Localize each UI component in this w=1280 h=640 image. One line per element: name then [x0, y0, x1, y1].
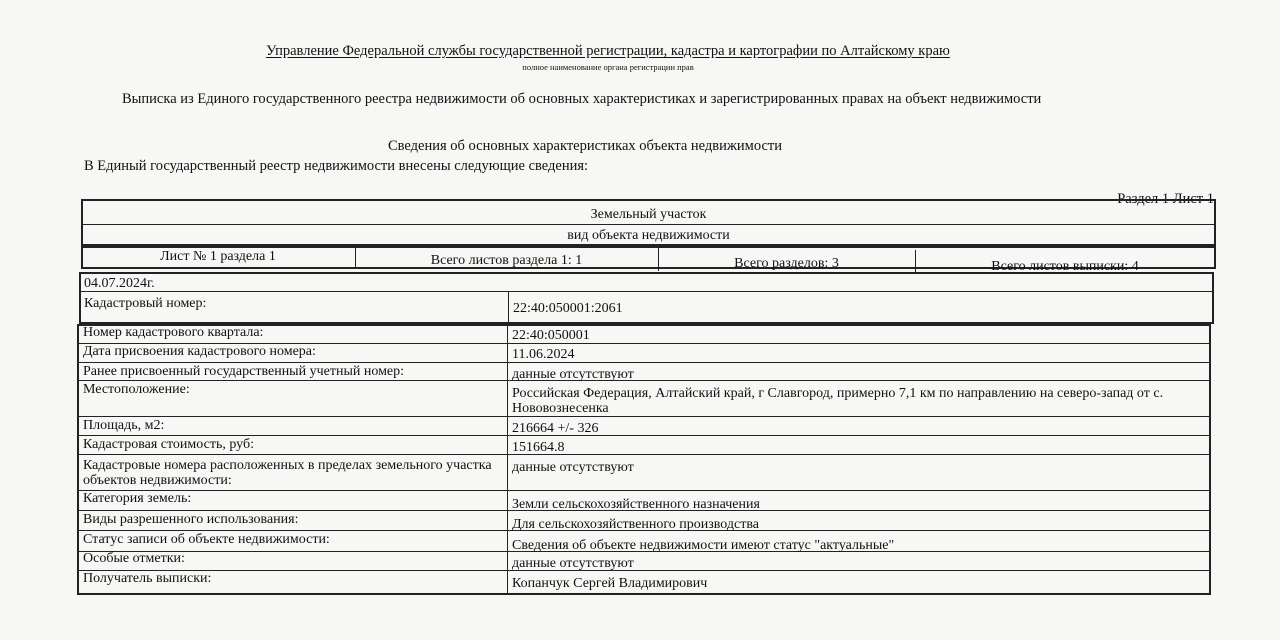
cadastral-number-value: 22:40:050001:2061 [513, 301, 623, 316]
row-label: Дата присвоения кадастрового номера: [83, 344, 316, 359]
row-value: 22:40:050001 [512, 328, 590, 343]
extract-date: 04.07.2024г. [84, 276, 155, 291]
organization-name [0, 43, 1216, 60]
total-sheets-section: Всего листов раздела 1: 1 [430, 253, 583, 268]
divider [77, 380, 1211, 381]
divider [77, 454, 1211, 455]
row-value: данные отсутствуют [512, 556, 634, 571]
organization-caption: полное наименование органа регистрации прав [522, 62, 694, 72]
row-label: Статус записи об объекте недвижимости: [83, 532, 330, 547]
row-label: Кадастровая стоимость, руб: [83, 437, 254, 452]
divider [77, 570, 1211, 571]
divider [77, 435, 1211, 436]
row-value: Копанчук Сергей Владимирович [512, 576, 708, 591]
row-label: Особые отметки: [83, 551, 185, 566]
row-label: Номер кадастрового квартала: [83, 325, 264, 340]
total-sheets-extract: Всего листов выписки: 4 [991, 259, 1139, 274]
row-value: данные отсутствуют [512, 460, 634, 475]
row-value: Земли сельскохозяйственного назначения [512, 497, 760, 512]
intro-text: В Единый государственный реестр недвижимости внесены следующие сведения: [84, 158, 589, 174]
row-value: 11.06.2024 [512, 347, 575, 362]
divider [77, 362, 1211, 363]
row-label: Ранее присвоенный государственный учетный номер: [83, 364, 405, 379]
object-type-caption: вид объекта недвижимости [567, 228, 730, 243]
divider [77, 416, 1211, 417]
organization-name-text: Управление Федеральной службы государственной регистрации, кадастра и картографии по Алтайскому краю [266, 43, 950, 59]
row-value: Сведения об объекте недвижимости имеют статус "актуальные" [512, 538, 895, 553]
divider [507, 324, 508, 595]
part-label: Раздел 1 Лист 1 [1117, 191, 1214, 207]
date-cadastral-box [79, 272, 1214, 324]
row-label: Местоположение: [83, 382, 190, 397]
section-title: Сведения об основных характеристиках объекта недвижимости [387, 138, 783, 154]
row-value: данные отсутствуют [512, 367, 634, 382]
row-label: Виды разрешенного использования: [83, 512, 299, 527]
object-type: Земельный участок [590, 207, 707, 222]
document-title: Выписка из Единого государственного реестра недвижимости об основных характеристиках и зарегистрированных правах на объект недвижимости [122, 91, 1042, 107]
divider [508, 292, 509, 323]
cadastral-number-label: Кадастровый номер: [84, 296, 207, 311]
row-value: Российская Федерация, Алтайский край, г Славгород, примерно 7,1 км по направлению на северо-запад от с. Нововознесенка [512, 386, 1164, 416]
row-label: Площадь, м2: [83, 418, 165, 433]
sheet-number: Лист № 1 раздела 1 [160, 249, 276, 264]
divider [77, 490, 1211, 491]
divider [81, 224, 1216, 225]
row-value: 151664.8 [512, 440, 565, 455]
row-label: Получатель выписки: [83, 571, 212, 586]
total-sections: Всего разделов: 3 [734, 256, 839, 271]
row-value: Для сельскохозяйственного производства [512, 517, 760, 532]
divider [79, 291, 1214, 292]
row-value: 216664 +/- 326 [512, 421, 599, 436]
row-label: Кадастровые номера расположенных в пределах земельного участка объектов недвижимости: [83, 458, 492, 488]
row-label: Категория земель: [83, 491, 192, 506]
